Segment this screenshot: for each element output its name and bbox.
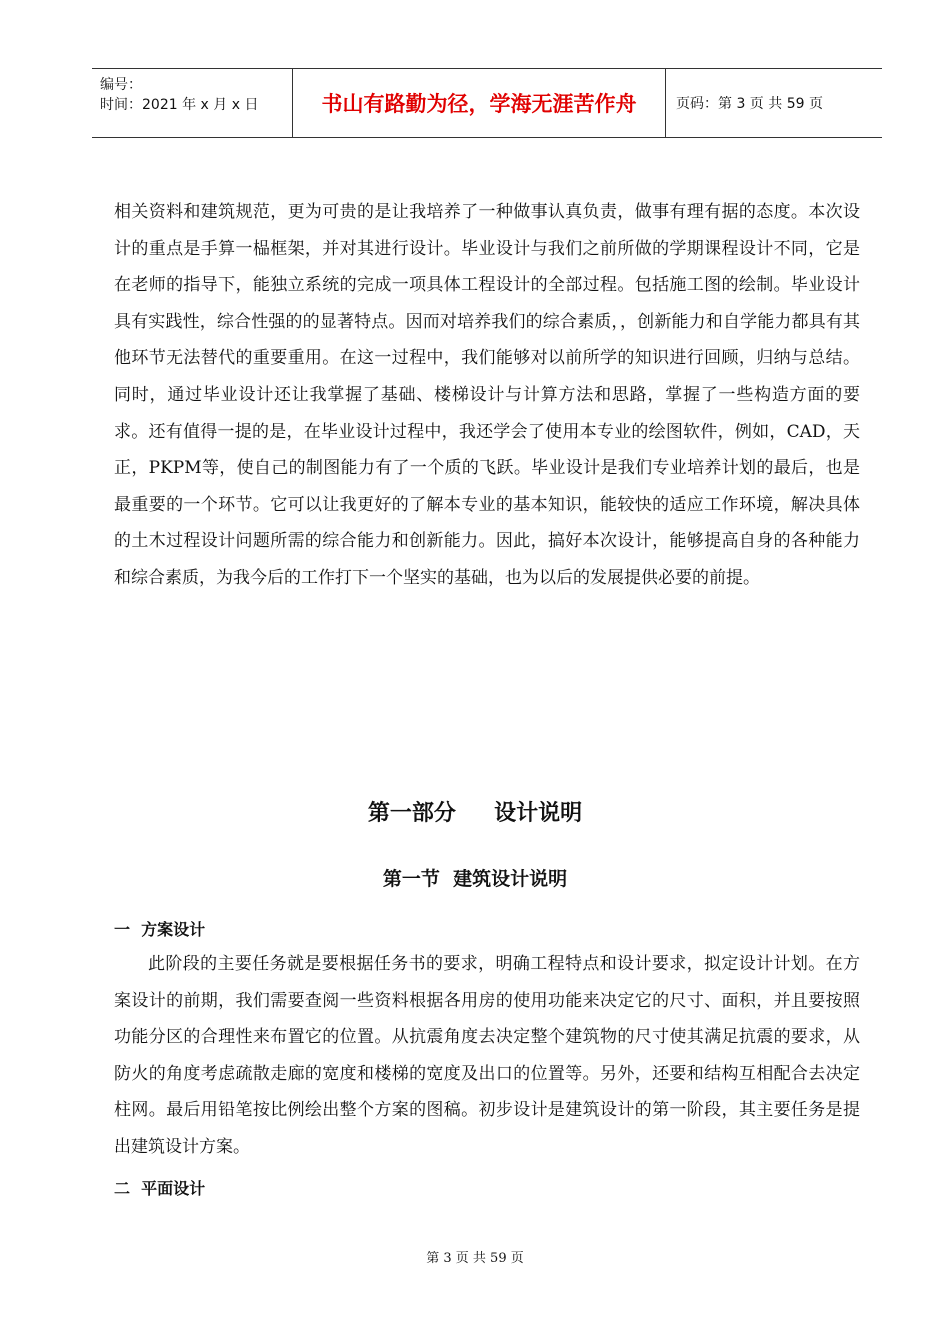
page-header [92, 68, 882, 138]
body-paragraph-intro: 相关资料和建筑规范，更为可贵的是让我培养了一种做事认真负责，做事有理有据的态度。本次设计的重点是手算一榀框架，并对其进行设计。毕业设计与我们之前所做的学期课程设计不同，它是在老师的指导下，能独立系统的完成一项具体工程设计的全部过程。包括施工图的绘制。毕业设计具有实践性，综合性强的的显著特点。因而对培养我们的综合素质，，创新能力和自学能力都具有其他环节无法替代的重要重用。在这一过程中，我们能够对以前所学的知识进行回顾，归纳与总结。同时，通过毕业设计还让我掌握了基础、楼梯设计与计算方法和思路，掌握了一些构造方面的要求。还有值得一提的是，在毕业设计过程中，我还学会了使用本专业的绘图软件，例如，CAD，天正，PKPM等，使自己的制图能力有了一个质的飞跃。毕业设计是我们专业培养计划的最后，也是最重要的一个环节。它可以让我更好的了解本专业的基本知识，能较快的适应工作环境，解决具体的土木过程设计问题所需的综合能力和创新能力。因此，搞好本次设计，能够提高自身的各种能力和综合素质，为我今后的工作打下一个坚实的基础，也为以后的发展提供必要的前提。 [114, 202, 860, 588]
document-time-label: 时间：2021 年 x 月 x 日 [100, 97, 259, 113]
subsection-heading-plan: 二 平面设计 [114, 1179, 206, 1198]
part-title: 第一部分 设计说明 [367, 801, 583, 826]
header-meta [92, 69, 292, 137]
page-footer: 第 3 页 共 59 页 [426, 1251, 524, 1266]
header-page-number: 页码：第 3 页 共 59 页 [676, 96, 823, 112]
document-number-label: 编号： [100, 77, 142, 93]
header-motto: 书山有路勤为径，学海无涯苦作舟 [292, 69, 666, 137]
subsection-heading-scheme: 一 方案设计 [114, 920, 206, 939]
section-title: 第一节 建筑设计说明 [382, 868, 568, 890]
body-paragraph-scheme: 此阶段的主要任务就是要根据任务书的要求，明确工程特点和设计要求，拟定设计计划。在方案设计的前期，我们需要查阅一些资料根据各用房的使用功能来决定它的尺寸、面积，并且要按照功能分区的合理性来布置它的位置。从抗震角度去决定整个建筑物的尺寸使其满足抗震的要求，从防火的角度考虑疏散走廊的宽度和楼梯的宽度及出口的位置等。另外，还要和结构互相配合去决定柱网。最后用铅笔按比例绘出整个方案的图稿。初步设计是建筑设计的第一阶段，其主要任务是提出建筑设计方案。 [114, 954, 860, 1157]
